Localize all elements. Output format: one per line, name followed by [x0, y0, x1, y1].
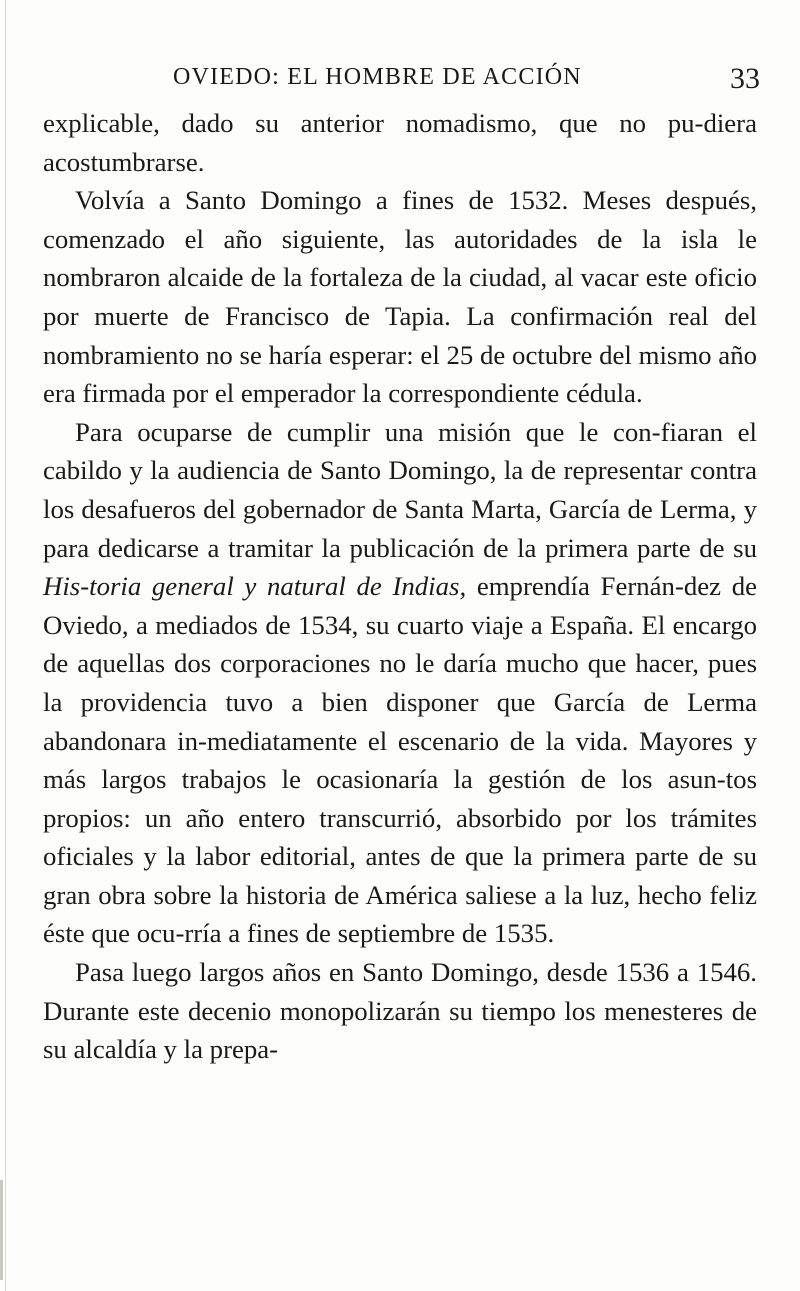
paragraph-1: explicable, dado su anterior nomadismo, que no pu-diera acostumbrarse.: [43, 108, 757, 177]
paragraph-2: Volvía a Santo Domingo a fines de 1532. Meses después, comenzado el año siguiente, las autoridades de la isla le nombraron alcaide de la fortaleza de la ciudad, al vacar este oficio por muerte de Francisco de Tapia. La confirmación real del nombramiento no se haría esperar: el 25 de octubre del mismo año era firmada por el emperador la correspondiente cédula.: [43, 185, 757, 409]
gutter-mark: [0, 1180, 3, 1280]
paragraph-3-part-1: Para ocuparse de cumplir una misión que le con-fiaran el cabildo y la audiencia de Santo Domingo, la de representar contra los desafueros del gobernador de Santa Marta, García de Lerma, y para dedicarse a tramitar la publicación de la primera parte de su: [43, 416, 757, 563]
book-title: His-toria general y natural de Indias,: [43, 571, 467, 602]
gutter-line: [5, 0, 6, 1291]
running-title: OVIEDO: EL HOMBRE DE ACCIÓN: [173, 64, 582, 90]
body-text: [43, 104, 757, 1069]
paragraph-3: [43, 413, 757, 953]
running-head: [40, 62, 760, 102]
page-number: 33: [730, 62, 760, 95]
paragraph-3-part-2: emprendía Fernán-dez de Oviedo, a mediados de 1534, su cuarto viaje a España. El encargo de aquellas dos corporaciones no le daría mucho que hacer, pues la providencia tuvo a bien disponer que García de Lerma abandonara in-mediatamente el escenario de la vida. Mayores y más largos trabajos le ocasionaría la gestión de los asun-tos propios: un año entero transcurrió, absorbido por los trámites oficiales y la labor editorial, antes de que la primera parte de su gran obra sobre la historia de América saliese a la luz, hecho feliz éste que ocu-rría a fines de septiembre de 1535.: [43, 571, 758, 949]
paragraph-4: Pasa luego largos años en Santo Domingo, desde 1536 a 1546. Durante este decenio monopolizarán su tiempo los menesteres de su alcaldía y la prepa-: [43, 957, 757, 1065]
